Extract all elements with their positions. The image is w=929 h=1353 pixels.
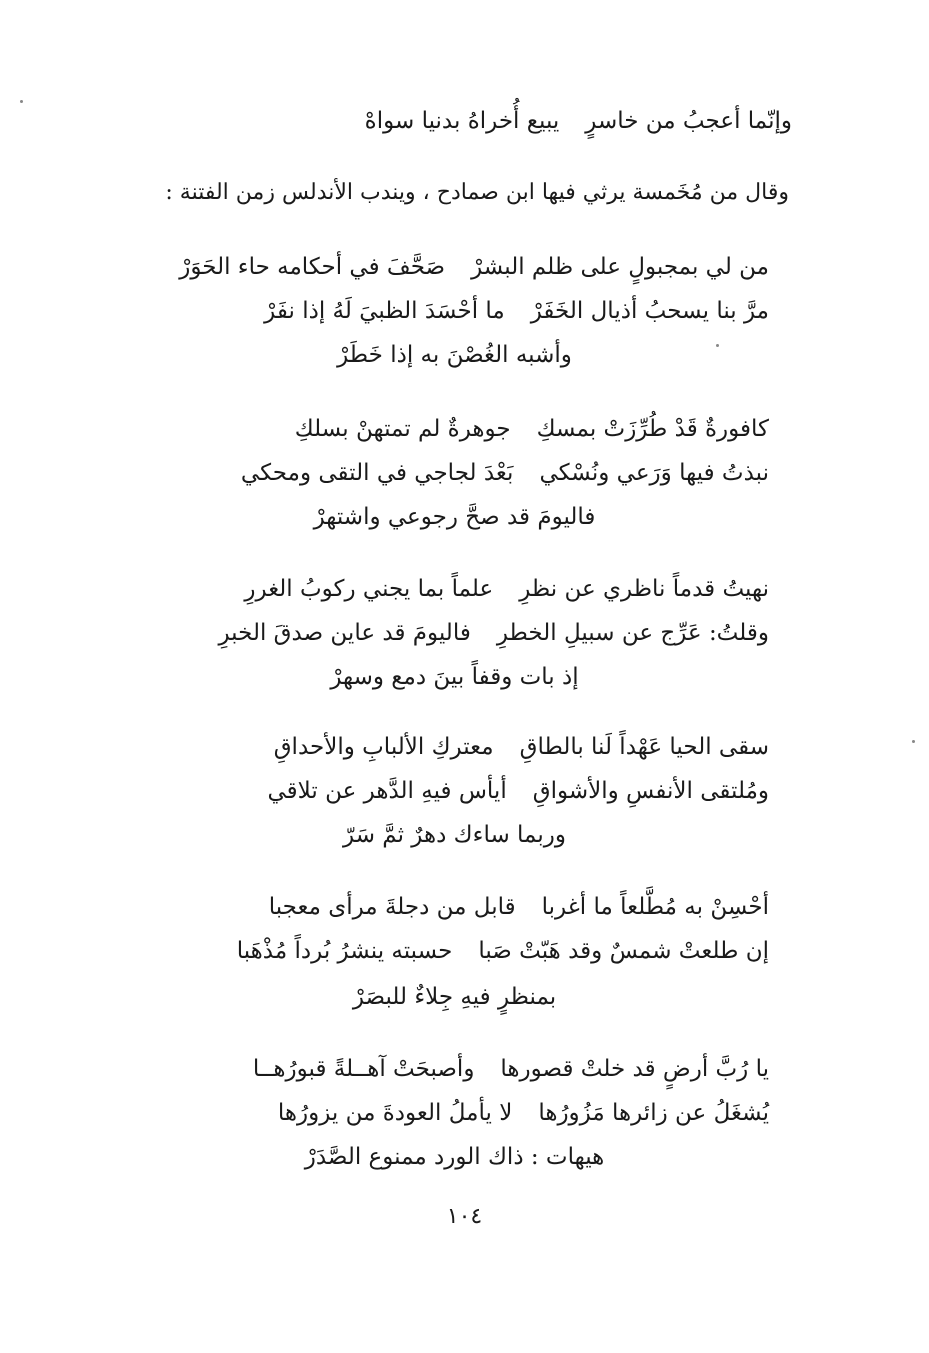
page-number: ١٠٤ — [446, 1204, 483, 1229]
hemistich: نهيتُ قدماً ناظري عن نظرِ — [519, 576, 769, 602]
stanza-1-line-2 — [264, 294, 769, 328]
hemistich: علماً بما يجني ركوبُ الغررِ — [244, 576, 494, 602]
stanza-1-refrain — [0, 338, 929, 372]
hemistich: وقلتُ: عَرِّج عن سبيلِ الخطرِ — [496, 620, 769, 646]
stanza-2-line-1 — [295, 412, 769, 446]
intro-verse-second-hemistich: يبيع أُخراهُ بدنيا سواهْ — [364, 108, 560, 134]
hemistich: مرَّ بنا يسحبُ أذيال الخَفَرْ — [530, 298, 769, 324]
hemistich: من لي بمجبولٍ على ظلم البشرْ — [471, 254, 769, 280]
hemistich: يُشغَلُ عن زائرها مَزُورُها — [538, 1100, 769, 1126]
hemistich: ومُلتقى الأنفسِ والأشواقِ — [532, 778, 769, 804]
refrain-text: هيهات : ذاك الورد ممنوع الصَّدَرْ — [304, 1144, 605, 1170]
prose-introduction: وقال من مُخَمسة يرثي فيها ابن صمادح ، ويندب الأندلس زمن الفتنة : — [165, 180, 789, 205]
stanza-5-line-1 — [269, 890, 769, 924]
refrain-text: فاليومَ قد صحَّ رجوعي واشتهرْ — [313, 504, 596, 530]
hemistich: صَحَّفَ في أحكامه حاء الحَوَرْ — [179, 254, 446, 280]
hemistich: يا رُبَّ أرضٍ قد خلتْ قصورها — [500, 1056, 769, 1082]
hemistich: أيأس فيهِ الدَّهر عن تلاقي — [267, 778, 507, 804]
hemistich: كافورةٌ قَدْ طُرِّزَتْ بمسكِ — [536, 416, 769, 442]
hemistich: سقى الحيا عَهْداً لَنا بالطاقِ — [519, 734, 769, 760]
hemistich: بَعْدَ لجاجي في التقى ومحكي — [240, 460, 514, 486]
stanza-3-refrain — [0, 660, 929, 694]
stanza-5-refrain — [0, 980, 929, 1014]
stanza-3-line-2 — [218, 616, 769, 650]
refrain-text: إذ بات وقفاً بينَ دمع وسهرْ — [330, 664, 579, 690]
hemistich: لا يأملُ العودةَ من يزورُها — [277, 1100, 513, 1126]
stanza-5-line-2 — [237, 934, 769, 968]
hemistich: أحْسِنْ به مُطَّلعاً ما أغربا — [541, 894, 769, 920]
stanza-4-line-2 — [268, 774, 769, 808]
hemistich: وأصبحَتْ آهــلةً قبورُهــا — [252, 1056, 475, 1082]
stanza-2-line-2 — [241, 456, 769, 490]
stanza-1-line-1 — [179, 250, 769, 284]
hemistich: نبذتُ فيها وَرَعي ونُسْكي — [539, 460, 769, 486]
hemistich: جوهرةٌ لم تمتهنْ بسلكِ — [294, 416, 511, 442]
hemistich: معتركِ الألبابِ والأحداقِ — [273, 734, 494, 760]
refrain-text: بمنظرٍ فيهِ جِلاءٌ للبصَرْ — [352, 984, 557, 1010]
refrain-text: وأشبه الغُصْنَ به إذا خَطَرْ — [337, 342, 572, 368]
stanza-6-line-1 — [253, 1052, 769, 1086]
intro-verse — [365, 104, 792, 138]
stanza-6-refrain — [0, 1140, 929, 1174]
hemistich: قابل من دجلةَ مرأى معجبا — [268, 894, 516, 920]
scan-speck — [716, 344, 719, 347]
stanza-2-refrain — [0, 500, 929, 534]
stanza-4-refrain — [0, 818, 929, 852]
stanza-4-line-1 — [274, 730, 769, 764]
stanza-3-line-1 — [244, 572, 769, 606]
stanza-6-line-2 — [278, 1096, 769, 1130]
hemistich: فاليومَ قد عاين صدقَ الخبرِ — [218, 620, 471, 646]
hemistich: حسبته ينشرُ بُرداً مُذْهَبا — [236, 938, 453, 964]
scan-speck — [912, 740, 915, 743]
hemistich: إن طلعتْ شمسٌ وقد هَبّتْ صَبا — [478, 938, 769, 964]
intro-verse-first-hemistich: وإنّما أعجبُ من خاسرٍ — [585, 108, 792, 134]
scan-speck — [20, 100, 23, 103]
hemistich: ما أحْسَدَ الظبيَ لَهُ إذا نفَرْ — [264, 298, 505, 324]
refrain-text: وربما ساءك دهرٌ ثمَّ سَرّ — [343, 822, 566, 848]
